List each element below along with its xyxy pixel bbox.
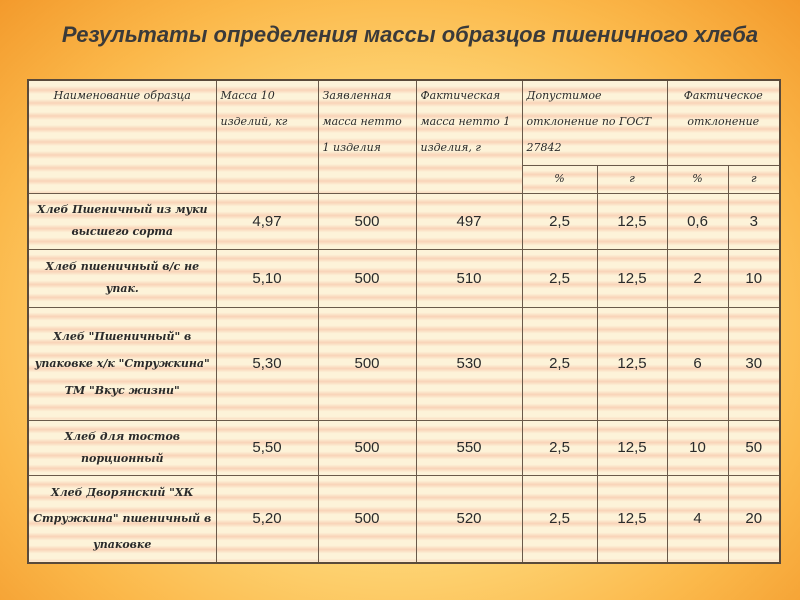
- actual-value: 510: [416, 249, 522, 307]
- deviation-percent-value: 10: [667, 420, 728, 475]
- allowed-percent-value: 2,5: [522, 193, 597, 249]
- header-deviation: Фактическое отклонение: [667, 80, 780, 165]
- deviation-percent-value: 6: [667, 307, 728, 420]
- declared-value: 500: [318, 307, 416, 420]
- subheader-allowed-g: г: [597, 165, 667, 193]
- subheader-deviation-percent: %: [667, 165, 728, 193]
- sample-name: Хлеб Дворянский "ХК Стружкина" пшеничный в упаковке: [28, 475, 216, 563]
- allowed-percent-value: 2,5: [522, 249, 597, 307]
- subheader-allowed-percent: %: [522, 165, 597, 193]
- deviation-g-value: 3: [728, 193, 780, 249]
- header-allowed: Допустимое отклонение по ГОСТ 27842: [522, 80, 667, 165]
- subheader-deviation-g: г: [728, 165, 780, 193]
- table-row: [28, 475, 780, 563]
- actual-value: 497: [416, 193, 522, 249]
- allowed-g-value: 12,5: [597, 475, 667, 563]
- allowed-g-value: 12,5: [597, 249, 667, 307]
- actual-value: 530: [416, 307, 522, 420]
- header-actual: Фактическая масса нетто 1 изделия, г: [416, 80, 522, 193]
- table-row: [28, 420, 780, 475]
- deviation-percent-value: 4: [667, 475, 728, 563]
- deviation-g-value: 50: [728, 420, 780, 475]
- allowed-percent-value: 2,5: [522, 475, 597, 563]
- table-row: [28, 193, 780, 249]
- sample-name: Хлеб Пшеничный из муки высшего сорта: [28, 193, 216, 249]
- declared-value: 500: [318, 249, 416, 307]
- header-row: [28, 80, 780, 165]
- mass10-value: 4,97: [216, 193, 318, 249]
- mass10-value: 5,10: [216, 249, 318, 307]
- mass10-value: 5,50: [216, 420, 318, 475]
- sample-name: Хлеб для тостов порционный: [28, 420, 216, 475]
- sample-name: Хлеб пшеничный в/с не упак.: [28, 249, 216, 307]
- deviation-g-value: 10: [728, 249, 780, 307]
- declared-value: 500: [318, 193, 416, 249]
- allowed-g-value: 12,5: [597, 193, 667, 249]
- allowed-g-value: 12,5: [597, 307, 667, 420]
- results-table: [27, 79, 781, 564]
- header-declared: Заявленная масса нетто 1 изделия: [318, 80, 416, 193]
- allowed-percent-value: 2,5: [522, 420, 597, 475]
- declared-value: 500: [318, 475, 416, 563]
- actual-value: 520: [416, 475, 522, 563]
- table-row: [28, 249, 780, 307]
- header-mass10: Масса 10 изделий, кг: [216, 80, 318, 193]
- header-name: Наименование образца: [28, 80, 216, 193]
- mass10-value: 5,30: [216, 307, 318, 420]
- deviation-g-value: 20: [728, 475, 780, 563]
- mass10-value: 5,20: [216, 475, 318, 563]
- deviation-g-value: 30: [728, 307, 780, 420]
- declared-value: 500: [318, 420, 416, 475]
- sample-name: Хлеб "Пшеничный" в упаковке х/к "Стружкина" ТМ "Вкус жизни": [28, 307, 216, 420]
- allowed-percent-value: 2,5: [522, 307, 597, 420]
- slide-title: Результаты определения массы образцов пшеничного хлеба: [61, 22, 759, 47]
- table-row: [28, 307, 780, 420]
- deviation-percent-value: 2: [667, 249, 728, 307]
- allowed-g-value: 12,5: [597, 420, 667, 475]
- deviation-percent-value: 0,6: [667, 193, 728, 249]
- actual-value: 550: [416, 420, 522, 475]
